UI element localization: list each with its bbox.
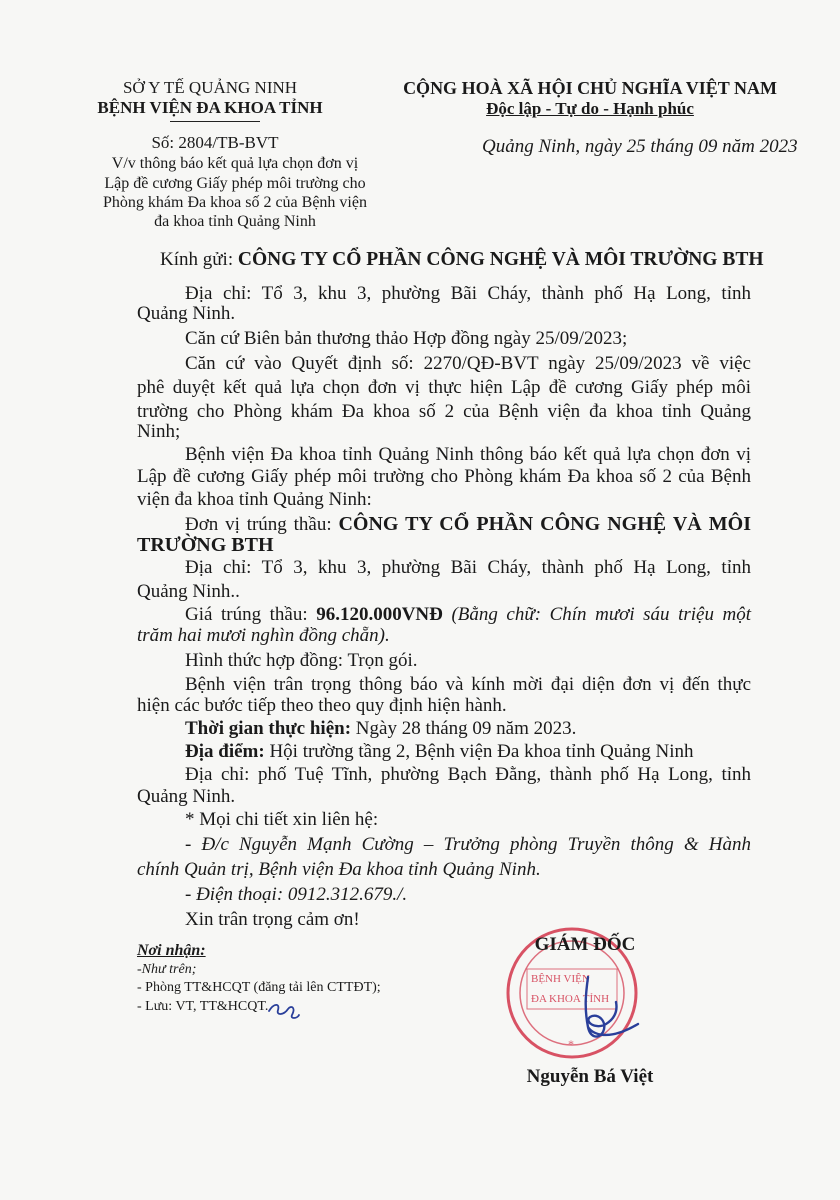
address-1-line-1: Địa chỉ: Tổ 3, khu 3, phường Bãi Cháy, thành phố Hạ Long, tỉnh [185,283,751,304]
stamp-text-top: BỆNH VIỆN [531,973,590,985]
recipient-item: - Phòng TT&HCQT (đăng tải lên CTTĐT); [137,980,381,995]
recipient-item: - Lưu: VT, TT&HCQT. [137,999,269,1014]
recipient-name: CÔNG TY CỔ PHẦN CÔNG NGHỆ VÀ MÔI TRƯỜNG BTH [237,249,764,270]
winner-label: Đơn vị trúng thầu: [185,514,332,535]
document-number: Số: 2804/TB-BVT [151,133,279,152]
subject-line: Phòng khám Đa khoa số 2 của Bệnh viện [103,194,367,211]
signature-title: GIÁM ĐỐC [534,934,636,955]
time-value: Ngày 28 tháng 09 năm 2023. [355,718,577,739]
address-1-line-2: Quảng Ninh. [137,303,236,324]
notice-line-2: Lập đề cương Giấy phép môi trường cho Phòng khám Đa khoa số 2 của Bệnh [137,466,751,487]
contract-form: Hình thức hợp đồng: Trọn gói. [185,650,418,671]
recipient-label: Kính gửi: [160,249,234,270]
winner-name: CÔNG TY CỔ PHẦN CÔNG NGHỆ VÀ MÔI [338,513,751,535]
basis-2-line-1: Căn cứ vào Quyết định số: 2270/QĐ-BVT ngày 25/09/2023 về việc [185,353,751,374]
signature-icon [548,972,648,1052]
header-left-rule [170,121,260,122]
price-line-1 [185,603,751,626]
hospital-name: BỆNH VIỆN ĐA KHOA TỈNH [97,98,323,117]
basis-1: Căn cứ Biên bản thương thảo Hợp đồng ngày 25/09/2023; [185,328,628,349]
basis-2-line-2: phê duyệt kết quả lựa chọn đơn vị thực hiện Lập đề cương Giấy phép môi [137,377,751,398]
subject-line: V/v thông báo kết quả lựa chọn đơn vị [111,155,359,172]
price-label: Giá trúng thầu: [185,604,308,625]
nation-motto: Độc lập - Tự do - Hạnh phúc [486,99,694,118]
address-2-line-1: Địa chỉ: Tổ 3, khu 3, phường Bãi Cháy, thành phố Hạ Long, tỉnh [185,557,751,578]
price-words: (Bằng chữ: Chín mươi sáu triệu một [451,604,752,625]
price-line-2: trăm hai mươi nghìn đồng chẵn). [137,625,390,646]
invite-line-2: hiện các bước tiếp theo theo quy định hiện hành. [137,695,507,716]
winner-line-1 [185,513,751,536]
place-line [185,740,693,763]
stamp-text-bottom: ĐA KHOA TỈNH [531,993,610,1005]
date-line: Quảng Ninh, ngày 25 tháng 09 năm 2023 [482,136,798,157]
address-3-line-2: Quảng Ninh. [137,786,236,807]
address-3-line-1: Địa chỉ: phố Tuệ Tĩnh, phường Bạch Đằng, thành phố Hạ Long, tỉnh [185,764,751,785]
nation-title: CỘNG HOÀ XÃ HỘI CHỦ NGHĨA VIỆT NAM [403,78,777,98]
recipient-item: -Như trên; [137,962,197,977]
basis-2-line-3: trường cho Phòng khám Đa khoa số 2 của Bệnh viện đa khoa tỉnh Quảng [137,401,751,422]
signer-name: Nguyễn Bá Việt [526,1066,654,1087]
notice-line-1: Bệnh viện Đa khoa tỉnh Quảng Ninh thông báo kết quả lựa chọn đơn vị [185,444,751,465]
time-label: Thời gian thực hiện: [185,718,352,739]
place-value: Hội trường tầng 2, Bệnh viện Đa khoa tỉnh Quảng Ninh [269,741,694,762]
address-2-line-2: Quảng Ninh.. [137,581,240,602]
svg-text:*: * [568,1037,574,1051]
price-value: 96.120.000VNĐ [316,604,443,625]
winner-line-2: TRƯỜNG BTH [137,534,274,556]
recipients-title: Nơi nhận: [137,942,206,959]
time-line [185,717,576,740]
recipient-line [160,249,764,271]
subject-line: Lập đề cương Giấy phép môi trường cho [104,175,366,192]
subject-line: đa khoa tỉnh Quảng Ninh [154,213,316,230]
agency-name: SỞ Y TẾ QUẢNG NINH [122,78,298,97]
basis-2-line-4: Ninh; [137,421,181,442]
contact-person-line-2: chính Quản trị, Bệnh viện Đa khoa tỉnh Quảng Ninh. [137,859,541,880]
contact-phone: - Điện thoại: 0912.312.679./. [185,884,408,905]
initial-mark-icon [266,997,302,1025]
invite-line-1: Bệnh viện trân trọng thông báo và kính mời đại diện đơn vị đến thực [185,674,751,695]
place-label: Địa điểm: [185,741,265,762]
contact-person-line-1: - Đ/c Nguyễn Mạnh Cường – Trưởng phòng Truyền thông & Hành [185,834,751,855]
thanks-line: Xin trân trọng cảm ơn! [185,909,360,930]
contact-intro: * Mọi chi tiết xin liên hệ: [185,809,379,830]
notice-line-3: viện đa khoa tỉnh Quảng Ninh: [137,489,372,510]
